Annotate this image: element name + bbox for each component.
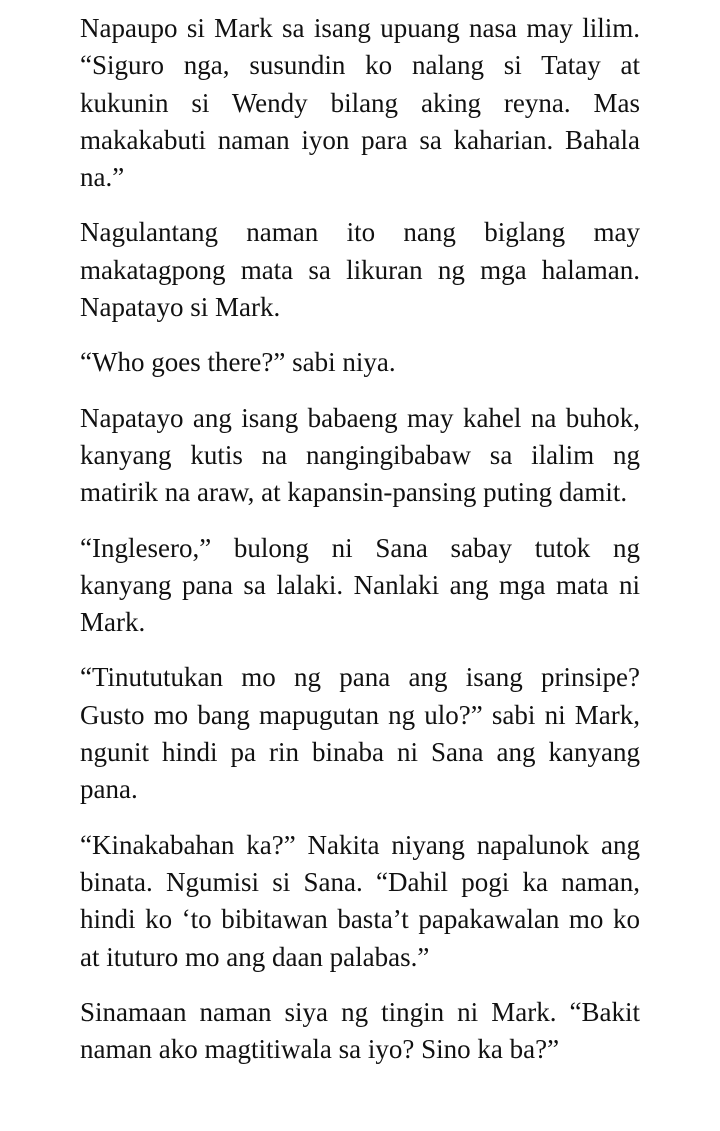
- paragraph: “Inglesero,” bulong ni Sana sabay tutok ng kanyang pana sa lalaki. Nanlaki ang mga mata ni Mark.: [80, 532, 640, 638]
- paragraph: Napatayo ang isang babaeng may kahel na buhok, kanyang kutis na nangingibabaw sa ilalim ng matirik na araw, at kapansin-pansing puting damit.: [80, 402, 640, 508]
- paragraph: Nagulantang naman ito nang biglang may makatagpong mata sa likuran ng mga halaman. Napatayo si Mark.: [80, 217, 640, 323]
- paragraph: “Kinakabahan ka?” Nakita niyang napalunok ang binata. Ngumisi si Sana. “Dahil pogi ka naman, hindi ko ‘to bibitawan basta’t papakawalan mo ko at ituturo mo ang daan palabas.”: [80, 829, 640, 972]
- paragraph: “Who goes there?” sabi niya.: [80, 347, 396, 378]
- paragraph: “Tinututukan mo ng pana ang isang prinsipe? Gusto mo bang mapugutan ng ulo?” sabi ni Mark, ngunit hindi pa rin binaba ni Sana ang kanyang pana.: [80, 662, 640, 805]
- document-page: [80, 10, 640, 1086]
- paragraph: Sinamaan naman siya ng tingin ni Mark. “Bakit naman ako magtitiwala sa iyo? Sino ka ba?”: [80, 996, 640, 1065]
- paragraph: Napaupo si Mark sa isang upuang nasa may lilim. “Siguro nga, susundin ko nalang si Tatay at kukunin si Wendy bilang aking reyna. Mas makakabuti naman iyon para sa kaharian. Bahala na.”: [80, 13, 640, 193]
